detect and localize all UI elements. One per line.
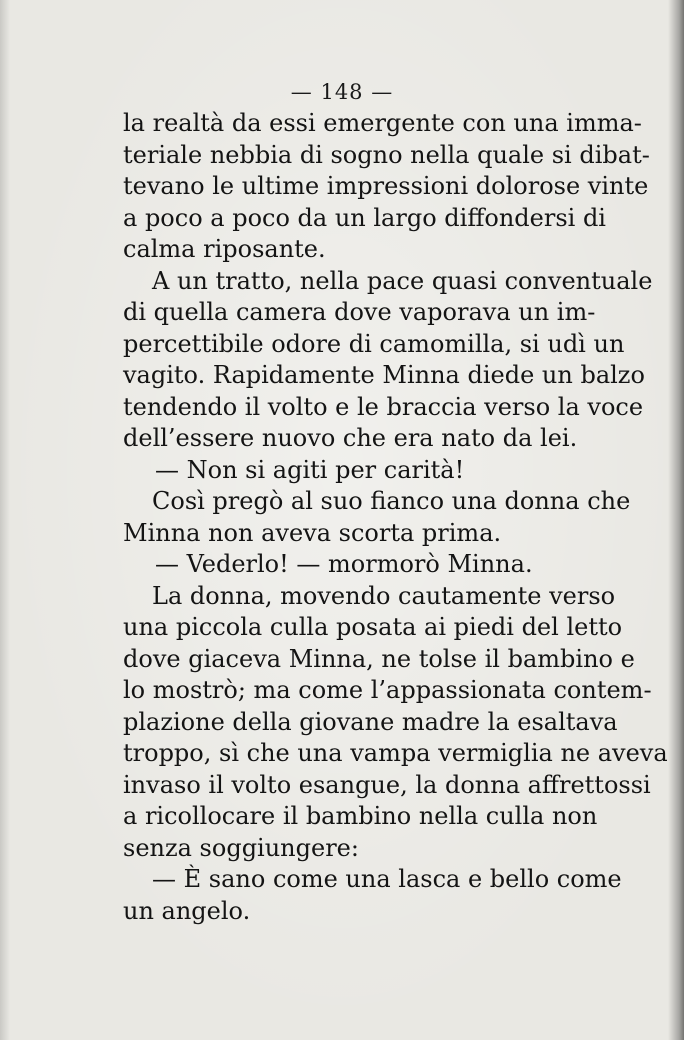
text-line: la realtà da essi emergente con una imma- xyxy=(123,109,642,137)
text-line: tendendo il volto e le braccia verso la voce xyxy=(123,392,644,421)
text-line: plazione della giovane madre la esaltava xyxy=(123,707,618,736)
text-line: a poco a poco da un largo diffondersi di xyxy=(123,203,606,232)
text-line: tevano le ultime impressioni dolorose vinte xyxy=(123,172,649,200)
text-line: di quella camera dove vaporava un im- xyxy=(123,298,596,326)
text-line: invaso il volto esangue, la donna affrettossi xyxy=(123,770,651,799)
page-left-edge-shadow xyxy=(0,0,10,1040)
text-line: — Vederlo! — mormorò Minna. xyxy=(155,550,533,578)
text-line: calma riposante. xyxy=(123,235,326,263)
text-line: senza soggiungere: xyxy=(123,833,359,862)
text-line: a ricollocare il bambino nella culla non xyxy=(123,802,598,830)
text-line: percettibile odore di camomilla, si udì un xyxy=(123,329,625,358)
text-line: troppo, sì che una vampa vermiglia ne aveva xyxy=(123,739,668,767)
text-line: dove giaceva Minna, ne tolse il bambino e xyxy=(123,644,635,673)
page-right-edge-shadow xyxy=(668,0,684,1040)
text-line: La donna, movendo cautamente verso xyxy=(152,581,616,610)
text-line: vagito. Rapidamente Minna diede un balzo xyxy=(123,361,645,389)
text-line: lo mostrò; ma come l’appassionata contem- xyxy=(123,676,652,704)
text-line: Minna non aveva scorta prima. xyxy=(123,518,502,547)
body-text xyxy=(123,108,668,927)
page-number: — 148 — xyxy=(290,80,394,104)
text-line: — Non si agiti per carità! xyxy=(155,455,465,484)
text-line: dell’essere nuovo che era nato da lei. xyxy=(123,424,578,452)
text-line: A un tratto, nella pace quasi conventuale xyxy=(152,266,653,295)
text-line: teriale nebbia di sogno nella quale si dibat- xyxy=(123,140,650,169)
text-line: un angelo. xyxy=(123,896,251,925)
text-line: — È sano come una lasca e bello come xyxy=(152,865,622,893)
text-line: una piccola culla posata ai piedi del letto xyxy=(123,613,623,641)
text-line: Così pregò al suo fianco una donna che xyxy=(152,487,631,515)
